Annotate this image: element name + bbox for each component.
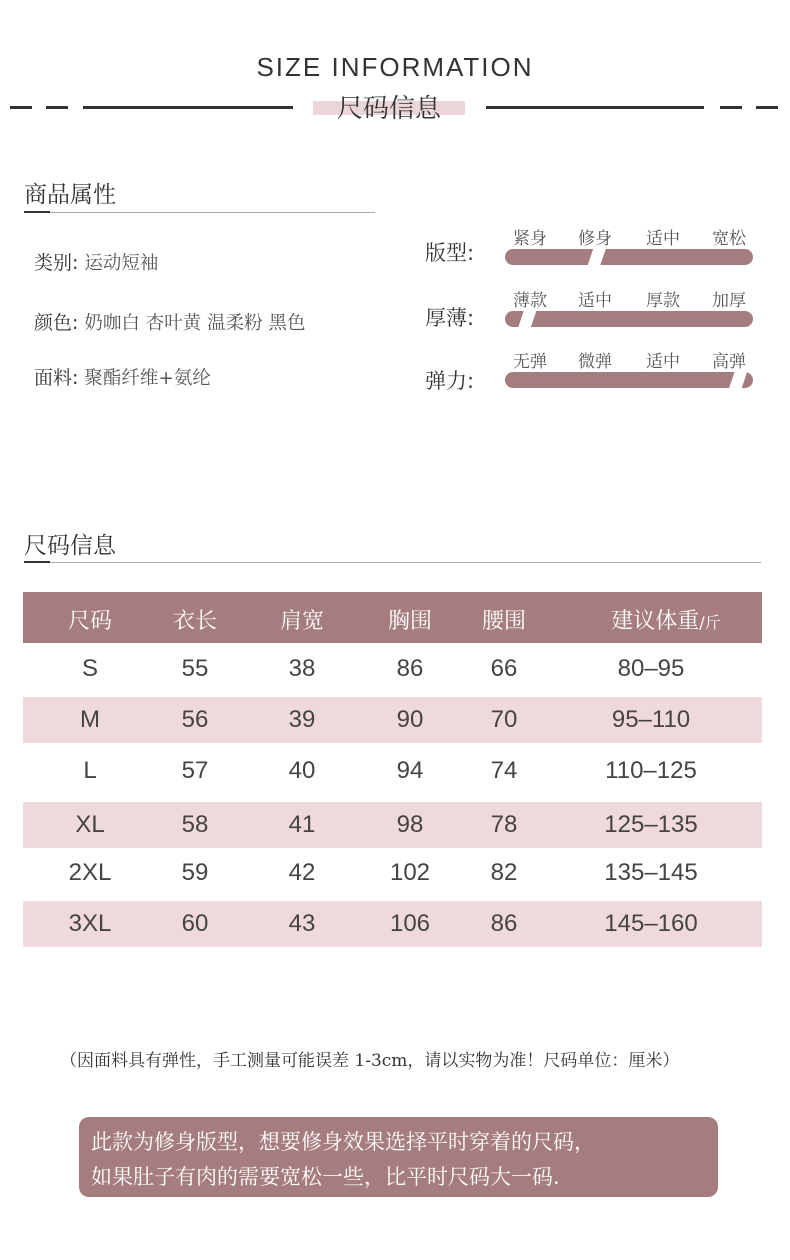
table-cell: 98 (396, 811, 424, 838)
table-cell: 78 (490, 811, 518, 838)
table-header-cell: 尺码 (67, 609, 113, 634)
header-rule-right (486, 106, 704, 109)
slider-option: 薄款 (513, 291, 547, 311)
table-cell: 102 (389, 859, 431, 886)
table-cell: 41 (288, 811, 316, 838)
table-row (23, 802, 762, 848)
table-header-cell: 腰围 (481, 609, 527, 634)
table-cell: 42 (288, 859, 316, 886)
slider-option: 适中 (646, 352, 680, 372)
table-cell: 57 (181, 757, 209, 784)
attr-value: 奶咖白 杏叶黄 温柔粉 黑色 (84, 313, 306, 334)
table-header-cell: 胸围 (387, 609, 433, 634)
table-cell: 125–135 (604, 811, 698, 838)
table-cell: L (83, 757, 97, 784)
table-cell: 74 (490, 757, 518, 784)
table-header-cell: 建议体重 (611, 609, 700, 634)
attr-color (34, 308, 306, 335)
slider-knob (729, 372, 747, 388)
slider-bar-stretch (505, 372, 753, 388)
table-cell: 56 (181, 706, 209, 733)
table-cell: 145–160 (604, 910, 698, 937)
size-title: 尺码信息 (24, 533, 116, 559)
header-rule-left (83, 106, 293, 109)
slider-option: 紧身 (513, 229, 547, 249)
attr-label: 面料: (34, 367, 79, 389)
tip-line: 此款为修身版型，想要修身效果选择平时穿着的尺码， (91, 1130, 595, 1154)
table-cell: 55 (181, 655, 209, 682)
slider-option: 修身 (578, 229, 612, 249)
table-cell: 86 (490, 910, 518, 937)
table-cell: 106 (389, 910, 431, 937)
attr-fabric (34, 363, 211, 390)
slider-label-fit: 版型: (425, 241, 475, 265)
slider-knob (518, 311, 536, 327)
table-header-cell: 肩宽 (279, 609, 325, 634)
table-cell: 70 (490, 706, 518, 733)
size-divider-accent (24, 561, 50, 563)
fit-tip-box (79, 1117, 718, 1197)
table-row (23, 646, 762, 692)
header-dash (46, 106, 68, 109)
table-cell: 95–110 (611, 706, 691, 733)
attributes-divider-accent (24, 211, 50, 213)
table-header-cell: 衣长 (172, 609, 218, 634)
header-dash (10, 106, 32, 109)
size-divider (24, 562, 761, 563)
table-cell: 94 (396, 757, 424, 784)
table-cell: 2XL (68, 859, 112, 886)
slider-option: 高弹 (712, 352, 746, 372)
slider-options-stretch (505, 347, 755, 371)
table-cell: S (81, 655, 99, 682)
table-row (23, 901, 762, 947)
table-cell: 43 (288, 910, 316, 937)
table-row (23, 697, 762, 743)
slider-option: 适中 (578, 291, 612, 311)
table-header (23, 592, 762, 643)
slider-option: 适中 (646, 229, 680, 249)
table-cell: 58 (181, 811, 209, 838)
slider-option: 无弹 (513, 352, 547, 372)
slider-options-fit (505, 224, 755, 248)
header-title-cn: 尺码信息 (336, 94, 441, 124)
slider-bar-fit (505, 249, 753, 265)
slider-option: 宽松 (712, 229, 746, 249)
attr-value: 运动短袖 (84, 253, 159, 274)
slider-knob (588, 249, 606, 265)
table-cell: M (80, 706, 100, 733)
table-cell: 40 (288, 757, 316, 784)
table-row (23, 748, 762, 794)
slider-options-thickness (505, 286, 755, 310)
table-header-weight (611, 604, 720, 635)
table-row (23, 850, 762, 896)
header-dash (720, 106, 742, 109)
slider-option: 厚款 (646, 291, 680, 311)
size-table (23, 592, 762, 937)
table-cell: XL (75, 811, 105, 838)
table-cell: 39 (288, 706, 316, 733)
attr-value: 聚酯纤维+氨纶 (84, 368, 211, 389)
header-title-en: SIZE INFORMATION (256, 52, 534, 82)
weight-unit: /斤 (699, 613, 721, 632)
header-dash (756, 106, 778, 109)
table-cell: 38 (288, 655, 316, 682)
attr-label: 类别: (34, 252, 79, 274)
slider-label-stretch: 弹力: (425, 369, 475, 393)
attr-category (34, 248, 158, 275)
slider-label-thickness: 厚薄: (425, 306, 475, 330)
measurement-note: （因面料具有弹性，手工测量可能误差 1-3cm，请以实物为准！尺码单位：厘米） (60, 1051, 680, 1071)
table-cell: 86 (396, 655, 424, 682)
table-cell: 59 (181, 859, 209, 886)
slider-option: 加厚 (712, 291, 746, 311)
slider-bar-thickness (505, 311, 753, 327)
table-cell: 135–145 (604, 859, 698, 886)
table-cell: 82 (490, 859, 518, 886)
table-cell: 110–125 (605, 757, 697, 784)
table-cell: 90 (396, 706, 424, 733)
table-cell: 80–95 (617, 655, 685, 682)
attributes-divider (24, 212, 375, 213)
attr-label: 颜色: (34, 312, 79, 334)
slider-option: 微弹 (578, 352, 612, 372)
table-cell: 60 (181, 910, 209, 937)
tip-line: 如果肚子有肉的需要宽松一些，比平时尺码大一码. (91, 1165, 560, 1189)
table-cell: 3XL (68, 910, 112, 937)
attributes-title: 商品属性 (24, 182, 116, 208)
table-cell: 66 (490, 655, 518, 682)
